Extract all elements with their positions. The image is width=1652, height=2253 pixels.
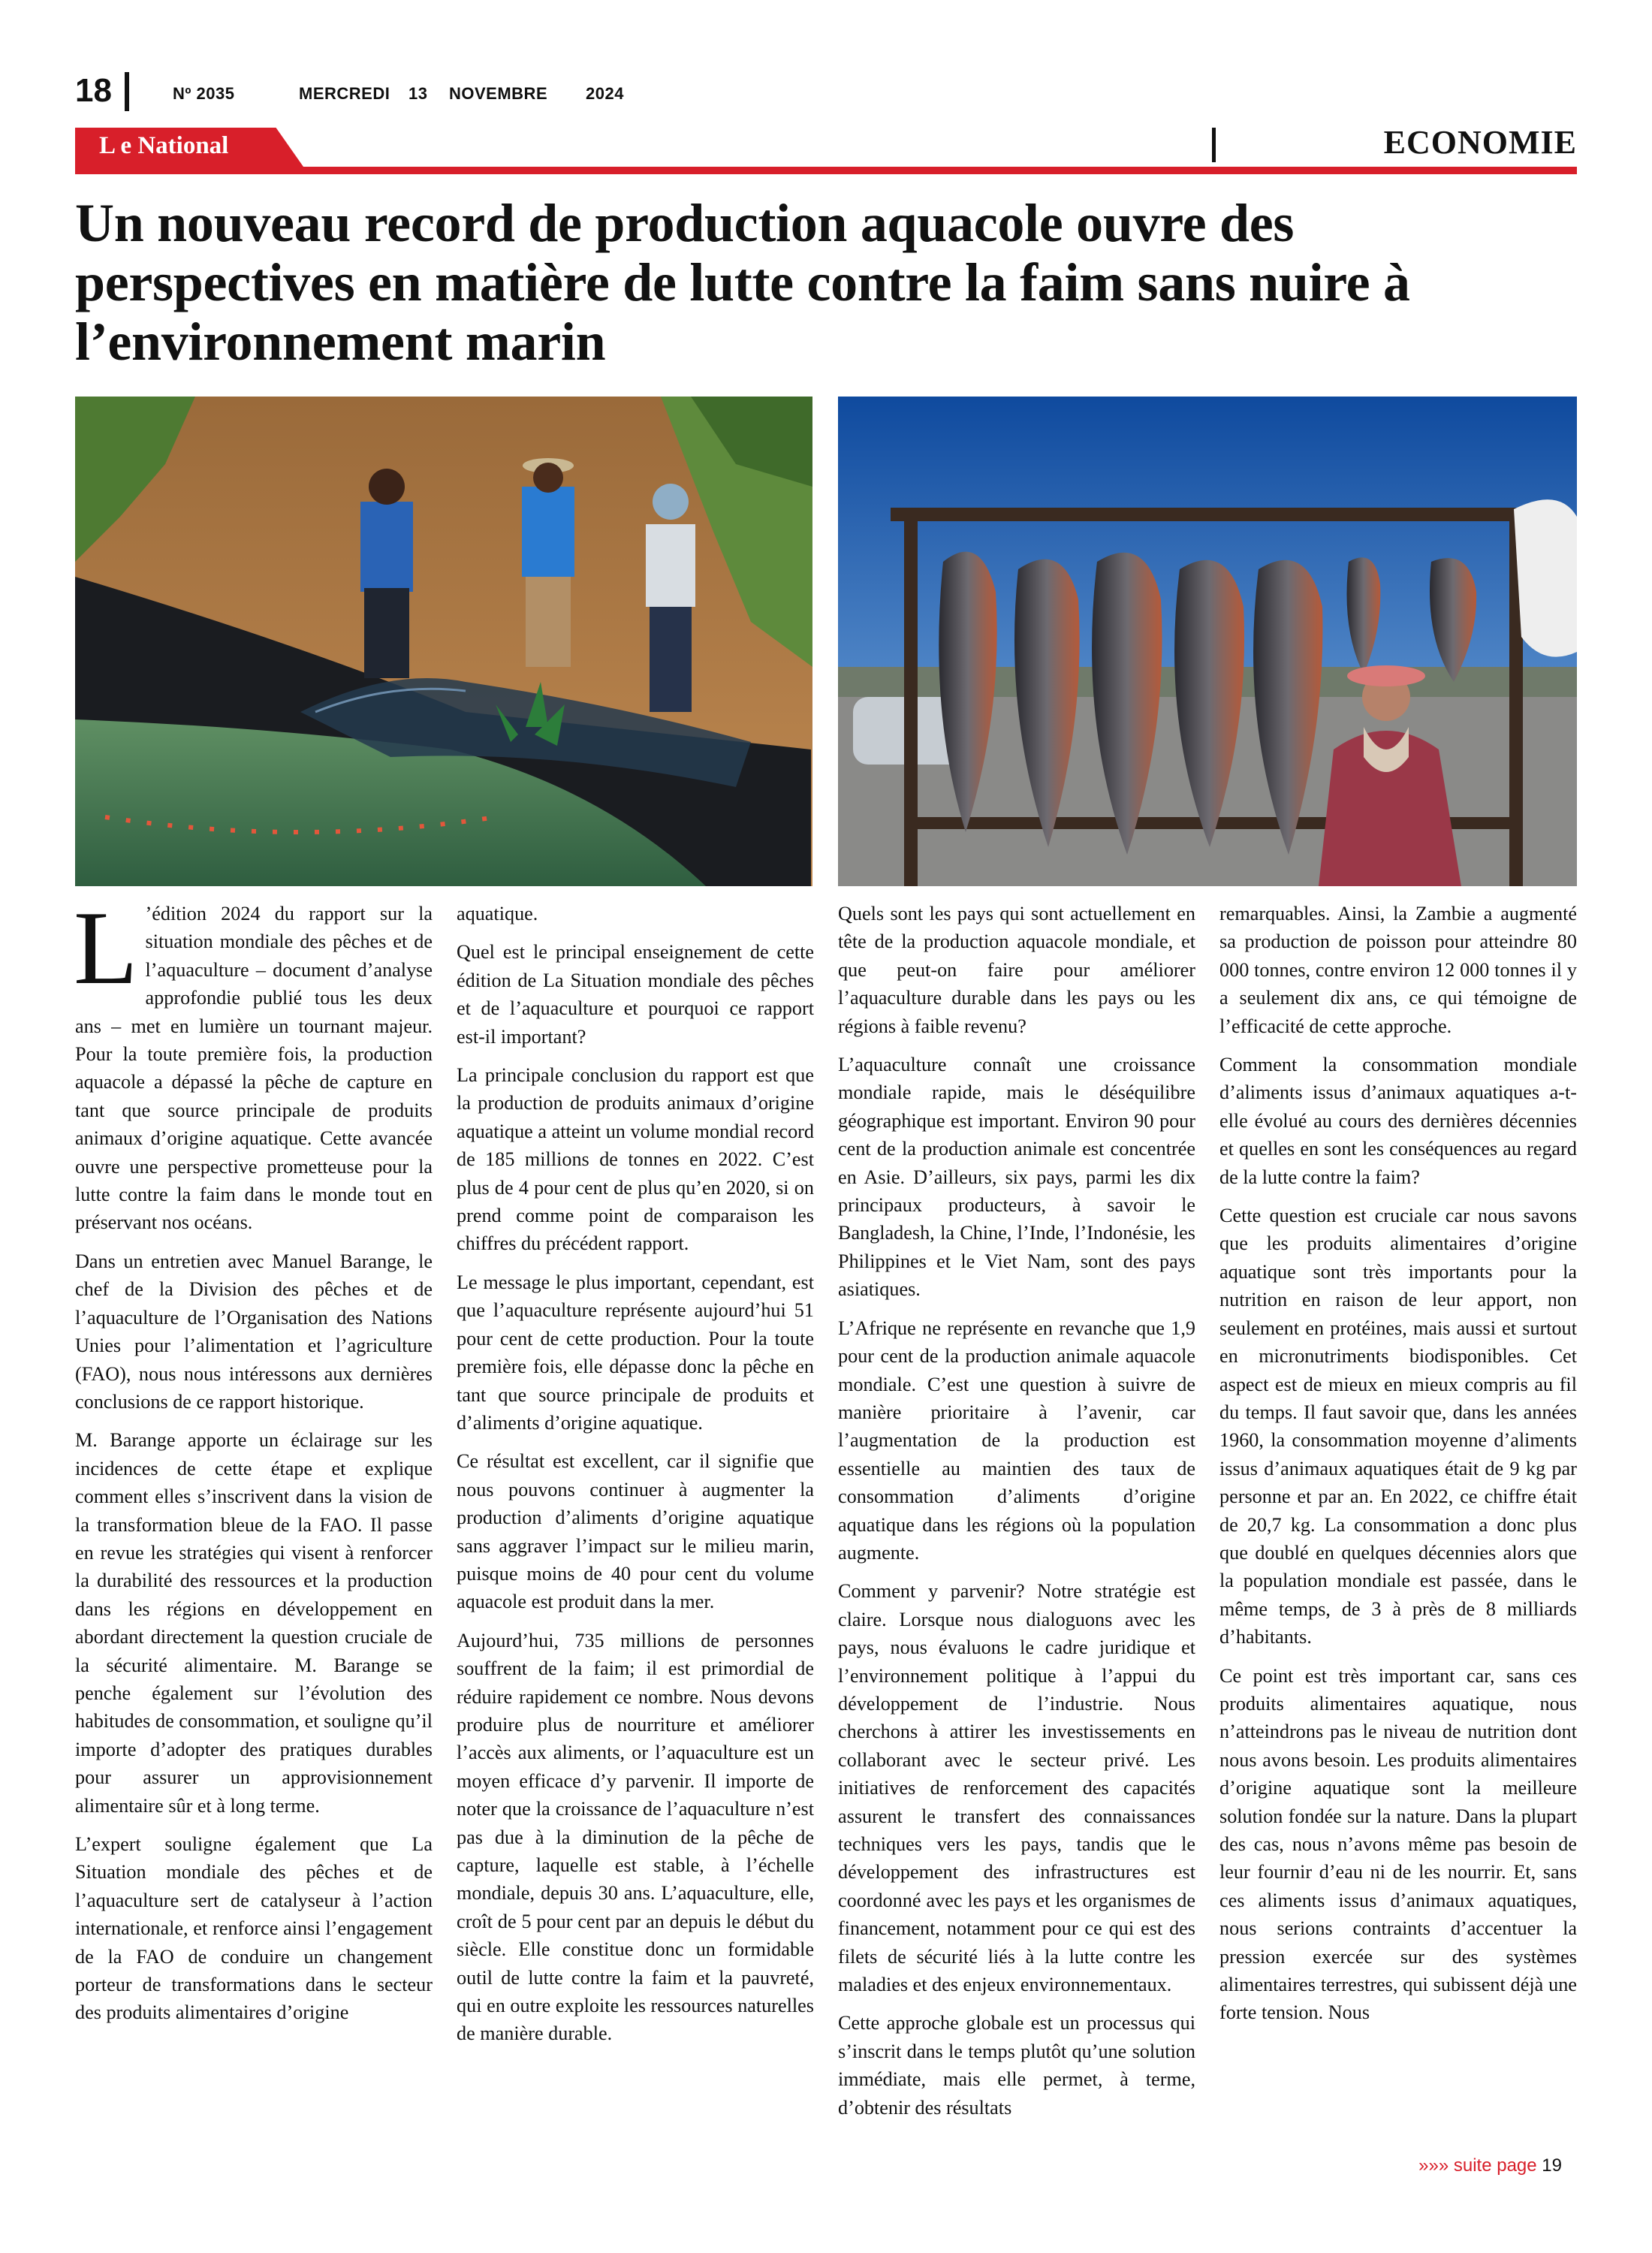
issue-number: Nº 2035 bbox=[173, 84, 235, 103]
section-divider bbox=[1212, 128, 1216, 162]
question: Quels sont les pays qui sont actuellement en tête de la production aquacole mondiale, et que peut-on faire pour améliorer l’aquaculture durable dans les pays ou les régions à faible revenu? bbox=[838, 903, 1195, 1037]
paragraph: Ce point est très important car, sans ces produits alimentaires aquatique, nous n’atteindrons pas le niveau de nutrition dont nous avons besoin. Les produits alimentaires d’origine aquatique sont la meilleure solution fondée sur la nature. Dans la plupart des cas, nous n’avons même pas besoin de leur fournir d’eau ni de les nourrir. Et, sans ces aliments issus d’animaux aquatiques, nous serions contraints d’accentuer la pression exercée sur des systèmes alimentaires terrestres, qui subissent déjà une forte tension. Nous bbox=[1219, 1664, 1577, 2024]
continue-page-number: 19 bbox=[1542, 2155, 1562, 2176]
paragraph: Aujourd’hui, 735 millions de personnes souffrent de la faim; il est primordial de réduire rapidement ce nombre. Nous devons produire plus de nourriture et améliorer l’accès aux aliments, or l’aquaculture est un moyen efficace d’y parvenir. Il importe de noter que la croissance de l’aquaculture n’est pas due à la diminution de la pêche de capture, laquelle est stable, à l’échelle mondiale, depuis 30 ans. L’aquaculture, elle, croît de 5 pour cent par an depuis le début du siècle. Elle constitue donc un formidable outil de lutte contre la faim et la pauvreté, qui en outre exploite les ressources naturelles de manière durable. bbox=[457, 1629, 814, 2045]
paragraph bbox=[74, 890, 433, 1237]
paragraph: Le message le plus important, cependant, est que l’aquaculture représente aujourd’hui 51 pour cent de cette production. Pour la toute première fois, elle dépasse donc la pêche en tant que source principale de produits et d’aliments d’origine aquatique. bbox=[457, 1271, 814, 1434]
paragraph: Cette question est cruciale car nous savons que les produits alimentaires d’origine aquatique sont très importants pour la nutrition en raison de leur apport, non seulement en protéines, mais aussi et surtout en micronutriments biodisponibles. Cet aspect est de mieux en mieux compris au fil du temps. Il faut savoir que, dans les années 1960, la consommation moyenne d’aliments issus d’animaux aquatiques était de 9 kg par personne et par an. En 2022, ce chiffre était de 20,7 kg. La consommation a donc plus que doublé en quelques décennies alors que la population mondiale est passée, dans le même temps, de 3 à près de 8 milliards d’habitants. bbox=[1219, 1205, 1577, 1648]
paragraph: aquatique. bbox=[457, 903, 538, 924]
date-number: 13 bbox=[408, 84, 428, 103]
section-label: ECONOMIE bbox=[1383, 124, 1577, 161]
drop-cap: L bbox=[74, 890, 138, 1006]
article-column-1 bbox=[74, 890, 433, 2037]
photo-aquaculture-pond bbox=[75, 397, 812, 886]
paragraph: L’aquaculture connaît une croissance mondiale rapide, mais le déséquilibre géographique est important. Environ 90 pour cent de la production animale est concentrée en Asie. D’ailleurs, six pays, parmi les dix principaux producteurs, à savoir le Bangladesh, la Chine, l’Inde, l’Indonésie, les Philippines et le Viet Nam, sont des pays asiatiques. bbox=[838, 1054, 1195, 1301]
article-column-2 bbox=[457, 900, 814, 2058]
headline: Un nouveau record de production aquacole ouvre des perspectives en matière de lutte contre la faim sans nuire à l’environnement marin bbox=[75, 193, 1410, 372]
paragraph: L’expert souligne également que La Situation mondiale des pêches et de l’aquaculture sert de catalyseur à l’action internationale, et renforce ainsi l’engagement de la FAO de conduire un changement porteur de transformations dans le secteur des produits alimentaires d’origine bbox=[75, 1833, 433, 2024]
paragraph: remarquables. Ainsi, la Zambie a augmenté sa production de poisson pour atteindre 80 000 tonnes, contre environ 12 000 tonnes il y a seulement dix ans, ce qui témoigne de l’efficacité de cette approche. bbox=[1219, 903, 1577, 1037]
paragraph: M. Barange apporte un éclairage sur les incidences de cette étape et explique comment elles s’inscrivent dans la vision de la transformation bleue de la FAO. Il passe en revue les stratégies qui visent à renforcer la durabilité des ressources et la production dans les régions en développement en abordant directement la question cruciale de la sécurité alimentaire. M. Barange se penche également sur l’évolution des habitudes de consommation, et souligne qu’il importe d’adopter des pratiques durables pour assurer un approvisionnement alimentaire sûr et à long terme. bbox=[75, 1429, 433, 1817]
brand-name: L e National bbox=[99, 132, 229, 159]
article-column-4 bbox=[1219, 900, 1577, 2037]
red-rule bbox=[75, 167, 1577, 174]
paragraph: Comment y parvenir? Notre stratégie est claire. Lorsque nous dialoguons avec les pays, nous évaluons le cadre juridique et l’environnement politique à l’appui du développement de l’industrie. Nous cherchons à attirer les investissements en collaborant avec le secteur privé. Les initiatives de renforcement des capacités assurent le transfert des connaissances techniques vers les pays, tandis que le développement des infrastructures est coordonné avec les pays et les organismes de financement, notamment pour ce qui est des filets de sécurité liés à la lutte contre les maladies et des enjeux environnementaux. bbox=[838, 1580, 1195, 1996]
folio-divider bbox=[125, 72, 129, 111]
page-number: 18 bbox=[75, 72, 112, 109]
photo-fish-vendor bbox=[838, 397, 1577, 886]
date-day: MERCREDI bbox=[299, 84, 390, 103]
date-year: 2024 bbox=[586, 84, 624, 103]
question: Comment la consommation mondiale d’aliments issus d’animaux aquatiques a-t-elle évolué au cours des dernières décennies et quelles en sont les conséquences au regard de la lutte contre la faim? bbox=[1219, 1054, 1577, 1188]
paragraph: La principale conclusion du rapport est que la production de produits animaux d’origine aquatique a atteint un volume mondial record de 185 millions de tonnes en 2022. C’est plus de 4 pour cent de plus qu’en 2020, si on prend comme point de comparaison les chiffres du précédent rapport. bbox=[457, 1064, 814, 1255]
paragraph-text: ’édition 2024 du rapport sur la situation mondiale des pêches et de l’aquaculture – document d’analyse approfondie publié tous les deux ans – met en lumière un tournant majeur. Pour la toute première fois, la production aquacole a dépassé la pêche de capture en tant que source principale de produits animaux d’origine aquatique. Cette avancée ouvre une perspective prometteuse pour la lutte contre la faim dans le monde tout en préservant nos océans. bbox=[75, 903, 433, 1234]
paragraph: L’Afrique ne représente en revanche que 1,9 pour cent de la production animale aquacole mondiale. C’est une question à suivre de manière prioritaire à l’avenir, car l’augmentation de la production est essentielle au maintien des taux de consommation d’aliments d’origine aquatique dans les régions où la population augmente. bbox=[838, 1317, 1195, 1564]
article-column-3 bbox=[838, 900, 1195, 2132]
question: Quel est le principal enseignement de cette édition de La Situation mondiale des pêches et de l’aquaculture et pourquoi ce rapport est-il important? bbox=[457, 941, 814, 1048]
continued-on-link[interactable] bbox=[1418, 2155, 1562, 2176]
date-month: NOVEMBRE bbox=[449, 84, 548, 103]
paragraph: Ce résultat est excellent, car il signifie que nous pouvons continuer à augmenter la production d’aliments d’origine aquatique sans aggraver l’impact sur le milieu marin, puisque moins de 40 pour cent du volume aquacole est produit dans la mer. bbox=[457, 1450, 814, 1613]
continue-arrows: »»» bbox=[1418, 2155, 1449, 2176]
paragraph: Dans un entretien avec Manuel Barange, le chef de la Division des pêches et de l’aquaculture de l’Organisation des Nations Unies pour l’alimentation et l’agriculture (FAO), nous nous intéressons aux dernières conclusions de ce rapport historique. bbox=[75, 1250, 433, 1413]
continue-text: suite page bbox=[1453, 2155, 1537, 2176]
paragraph: Cette approche globale est un processus qui s’inscrit dans le temps plutôt qu’une solution immédiate, mais elle permet, à terme, d’obtenir des résultats bbox=[838, 2012, 1195, 2119]
